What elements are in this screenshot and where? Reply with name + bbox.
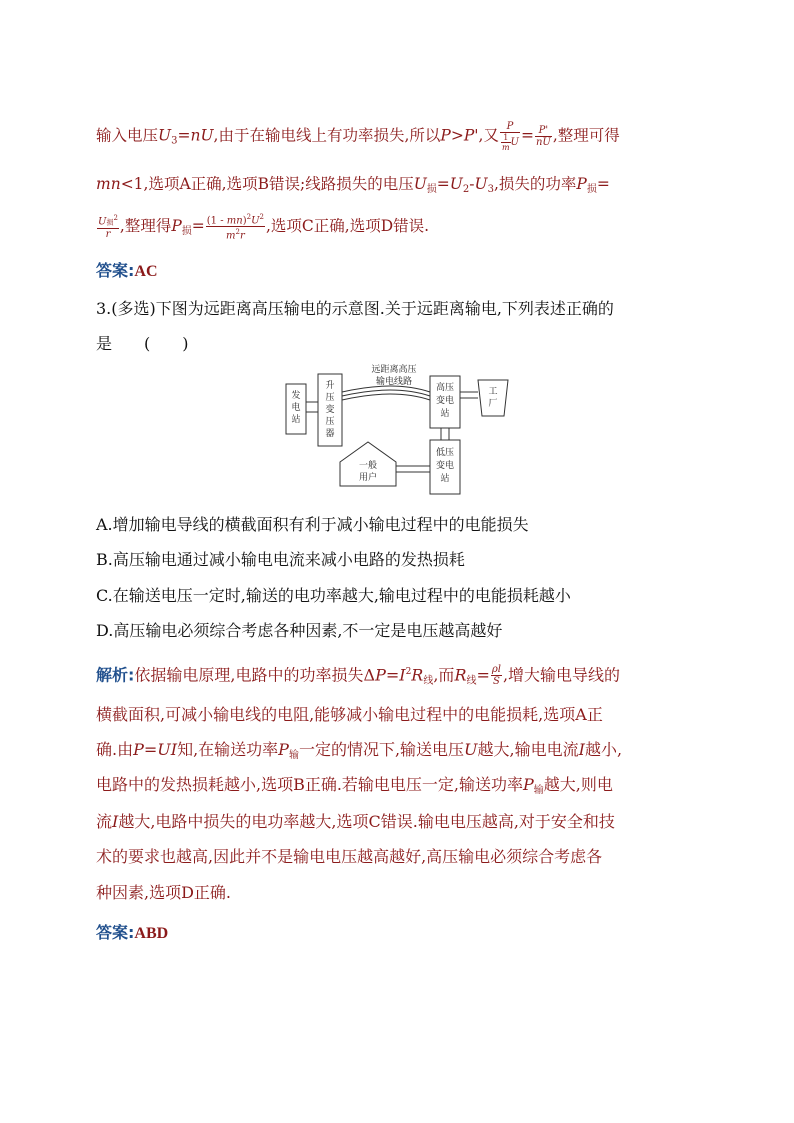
- analysis-line-1: 解析:依据输电原理,电路中的功率损失$\Delta P=I^2R_线$,而$R_线=$ $\frac{\rho l}{S}$ ,增大输电导线的: [96, 664, 621, 688]
- hv-station-line-2: 变电: [435, 396, 455, 406]
- power-plant-char-1: 发: [291, 391, 301, 401]
- text: 确.由: [96, 740, 134, 759]
- fraction: $\frac{(1 - mn)^2U^2}{m^2r}$: [206, 213, 264, 242]
- analysis-line-2: 横截面积,可减小输电线的电阻,能够减小输电过程中的电能损耗,选项A正: [96, 705, 603, 724]
- text: ,由于在输电线上有功率损失,所以: [213, 126, 441, 145]
- lv-station-line-1: 低压: [435, 448, 455, 458]
- answer-label: 答案:: [96, 261, 135, 280]
- answer-value: AC: [134, 263, 158, 280]
- transmission-line-3: [342, 394, 430, 400]
- text: 依据输电原理,电路中的功率损失Δ: [134, 665, 376, 685]
- text: 电路中的发热损耗越小,选项B正确.若输电电压一定,输送功率: [96, 775, 524, 794]
- analysis-line-5: 流I越大,电路中损失的电功率越大,选项C错误.输电电压越高,对于安全和技: [96, 812, 615, 831]
- text: 一定的情况下,输送电压: [298, 740, 465, 759]
- step-up-char-4: 压: [325, 417, 335, 427]
- step-up-char-1: 升: [325, 381, 335, 391]
- analysis-line-7: 种因素,选项D正确.: [96, 883, 232, 902]
- text: ,又: [478, 126, 499, 145]
- text: 越大,则电: [543, 775, 613, 794]
- text: 知,在输送功率: [177, 740, 279, 759]
- answer-line: [96, 923, 168, 944]
- lv-station-line-2: 变电: [435, 461, 455, 471]
- transmission-line-2: [342, 390, 430, 396]
- solution-line-1: 输入电压$U_3=nU$,由于在输电线上有功率损失,所以P>P',又 P $\frac{1}{m}$ U = $\frac{P'}{nU}$ ,整理可得: [96, 121, 620, 152]
- text: 越小,: [584, 740, 623, 759]
- step-up-char-2: 压: [325, 393, 335, 403]
- transmission-diagram: [276, 362, 520, 502]
- text: ,整理可得: [552, 126, 620, 145]
- answer-line-prev: [96, 261, 158, 282]
- lv-station-line-3: 站: [440, 474, 450, 484]
- solution-line-2: mn<1,选项A正确,选项B错误;线路损失的电压$U_损=U_2-U_3$,损失的功率$P_损=$: [96, 175, 610, 195]
- solution-line-3: $\frac{U损^2}{r}$ ,整理得$P_损=$ $\frac{(1 - mn)^2U^2}{m^2r}$ ,选项C正确,选项D错误.: [98, 213, 430, 242]
- hv-station-line-3: 站: [440, 409, 450, 419]
- answer-value: ABD: [134, 925, 169, 942]
- text: ,损失的功率: [493, 175, 577, 193]
- step-up-char-3: 变: [325, 405, 335, 415]
- text: ,增大输电导线的: [502, 665, 621, 685]
- answer-label: 答案:: [96, 923, 135, 942]
- text: ,选项C正确,选项D错误.: [266, 216, 430, 235]
- question-stem-line-2: 是 ( ): [96, 334, 189, 353]
- option-d: D.高压输电必须综合考虑各种因素,不一定是电压越高越好: [96, 621, 503, 640]
- analysis-line-6: 术的要求也越高,因此并不是输电电压越高越好,高压输电必须综合考虑各: [96, 847, 603, 866]
- step-up-char-5: 器: [325, 429, 335, 439]
- fraction: $\frac{P'}{nU}$: [535, 125, 551, 148]
- fraction: $\frac{\rho l}{S}$: [491, 664, 501, 688]
- factory-char-1: 工: [488, 387, 498, 397]
- analysis-label: 解析:: [96, 665, 135, 685]
- text: ,选项A正确,选项B错误;线路损失的电压: [143, 175, 414, 193]
- fraction: P $\frac{1}{m}$ U: [501, 121, 519, 152]
- text: 流: [96, 812, 113, 831]
- hv-station-line-1: 高压: [435, 383, 455, 393]
- fraction: $\frac{U损^2}{r}$: [98, 214, 118, 241]
- text: 越大,输电电流: [477, 740, 579, 759]
- analysis-line-4: 电路中的发热损耗越小,选项B正确.若输电电压一定,输送功率$P_输$越大,则电: [96, 775, 613, 796]
- option-a: A.增加输电导线的横截面积有利于减小输电过程中的电能损失: [96, 515, 529, 534]
- text: 输入电压: [96, 126, 159, 145]
- factory-shape: [478, 380, 508, 416]
- user-label-2: 用户: [358, 473, 378, 483]
- text: 越大,电路中损失的电功率越大,选项C错误.输电电压越高,对于安全和技: [118, 812, 615, 831]
- factory-char-2: 厂: [488, 399, 498, 409]
- option-b: B.高压输电通过减小输电电流来减小电路的发热损耗: [96, 550, 465, 569]
- option-c: C.在输送电压一定时,输送的电功率越大,输电过程中的电能损耗越小: [96, 586, 571, 605]
- line-label-2: 输电线路: [375, 377, 413, 387]
- user-label-1: 一般: [358, 461, 378, 471]
- analysis-line-3: 确.由P=UI知,在输送功率$P_输$一定的情况下,输送电压U越大,输电电流I越小,: [96, 740, 623, 761]
- text: ,整理得: [119, 216, 172, 235]
- power-plant-char-3: 站: [291, 415, 301, 425]
- question-stem-line-1: 3.(多选)下图为远距离高压输电的示意图.关于远距离输电,下列表述正确的: [96, 299, 614, 318]
- line-label-1: 远距离高压: [371, 365, 417, 375]
- text: ,而: [433, 665, 455, 685]
- power-plant-char-2: 电: [291, 403, 301, 413]
